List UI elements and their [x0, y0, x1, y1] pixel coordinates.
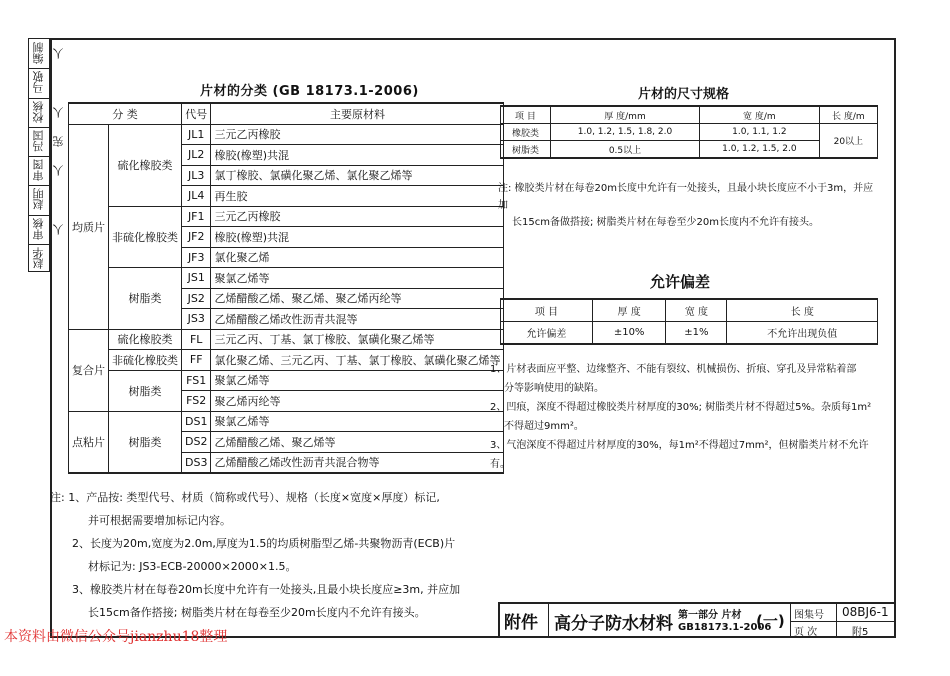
- divider: [29, 156, 49, 157]
- material-cell: 乙烯醋酸乙烯改性沥青共混等: [211, 309, 504, 330]
- material-cell: 三元乙丙、丁基、氯丁橡胶、氯磺化聚乙烯等: [211, 329, 504, 350]
- header-row: [69, 103, 504, 124]
- material-cell: 三元乙丙橡胶: [211, 206, 504, 227]
- table-row: [501, 322, 878, 345]
- divider: [836, 604, 837, 638]
- part-label: 第一部分 片材: [678, 610, 742, 621]
- main-title: 高分子防水材料: [554, 614, 673, 634]
- material-cell: 三元乙丙橡胶: [211, 124, 504, 145]
- note-line: 长15cm备作搭接; 树脂类片材在每卷至少20m长度内不允许有接头。: [88, 606, 426, 619]
- material-cell: 聚氯乙烯等: [211, 268, 504, 289]
- header-cell: 宽 度: [666, 299, 727, 322]
- classification-notes: [50, 486, 490, 624]
- table-row: [69, 411, 504, 432]
- header-cell: 项 目: [501, 299, 593, 322]
- table-cell: ±10%: [592, 322, 666, 345]
- subgroup-cell: 树脂类: [109, 411, 182, 473]
- code-cell: JL1: [182, 124, 211, 145]
- note-line: 分等影响使用的缺陷。: [504, 383, 604, 394]
- code-cell: DS1: [182, 411, 211, 432]
- note-line: 注: 橡胶类片材在每卷20m长度中允许有一处接头，且最小块长度应不小于3m，并应加: [498, 183, 874, 211]
- header-cell: 厚 度: [592, 299, 666, 322]
- subgroup-cell: 树脂类: [109, 268, 182, 330]
- page-label: 页 次: [794, 627, 818, 638]
- note-line: 不得超过9mm²。: [504, 421, 584, 432]
- material-cell: 聚乙烯丙纶等: [211, 391, 504, 412]
- divider: [29, 185, 49, 186]
- divider: [29, 244, 49, 245]
- material-cell: 乙烯醋酸乙烯、聚乙烯、聚乙烯丙纶等: [211, 288, 504, 309]
- group-cell: 点粘片: [69, 411, 109, 473]
- material-cell: 乙烯醋酸乙烯、聚乙烯等: [211, 432, 504, 453]
- size-spec-title: 片材的尺寸规格: [638, 87, 730, 102]
- code-cell: JS2: [182, 288, 211, 309]
- note-line: 1、片材表面应平整、边缘整齐、不能有裂纹、机械损伤、折痕、穿孔及异常粘着部: [490, 364, 857, 375]
- divider: [548, 604, 549, 638]
- tolerance-table: [500, 298, 878, 345]
- subgroup-cell: 硫化橡胶类: [109, 124, 182, 206]
- title-block: [498, 602, 896, 638]
- table-cell: 20以上: [819, 124, 877, 159]
- strip-label: 审图人: [32, 159, 65, 182]
- material-cell: 聚氯乙烯等: [211, 370, 504, 391]
- atlas-value: 08BJ6-1: [842, 605, 889, 619]
- table-cell: 树脂类: [501, 141, 551, 159]
- code-cell: FS2: [182, 391, 211, 412]
- table-row: [69, 350, 504, 371]
- note-line: 并可根据需要增加标记内容。: [88, 514, 231, 527]
- material-cell: 橡胶(橡塑)共混: [211, 227, 504, 248]
- table-row: [69, 206, 504, 227]
- group-cell: 均质片: [69, 124, 109, 329]
- divider: [29, 127, 49, 128]
- material-cell: 氯化聚乙烯: [211, 247, 504, 268]
- strip-label: 马敬: [32, 71, 45, 94]
- size-spec-note: [498, 180, 883, 231]
- classification-table: [68, 102, 504, 474]
- atlas-label: 图集号: [794, 610, 824, 621]
- divider: [29, 215, 49, 216]
- appendix-label: 附件: [504, 613, 538, 633]
- signature-strip: [28, 38, 65, 272]
- header-cell: 厚 度/mm: [550, 106, 699, 124]
- code-cell: JL4: [182, 186, 211, 207]
- note-line: 长15cm备做搭接; 树脂类片材在每卷至少20m长度内不允许有接头。: [512, 217, 819, 228]
- note-line: 材标记为: JS3-ECB-20000×2000×1.5。: [88, 560, 297, 573]
- code-cell: FF: [182, 350, 211, 371]
- strip-label: 赵华: [32, 247, 45, 270]
- code-cell: JF3: [182, 247, 211, 268]
- code-cell: FL: [182, 329, 211, 350]
- note-line: 3、气泡深度不得超过片材厚度的30%，每1m²不得超过7mm²，但树脂类片材不允许有。: [490, 440, 869, 470]
- header-cell: 分 类: [69, 103, 182, 124]
- code-cell: DS3: [182, 452, 211, 473]
- header-cell: 项 目: [501, 106, 551, 124]
- code-cell: JL2: [182, 145, 211, 166]
- table-cell: 0.5以上: [550, 141, 699, 159]
- table-row: [69, 370, 504, 391]
- table-cell: 允许偏差: [501, 322, 593, 345]
- divider: [29, 68, 49, 69]
- subgroup-cell: 树脂类: [109, 370, 182, 411]
- header-cell: 代号: [182, 103, 211, 124]
- table-cell: 橡胶类: [501, 124, 551, 141]
- watermark: 本资料由微信公众号jianzhu18整理: [4, 629, 228, 645]
- table-cell: 不允许出现负值: [727, 322, 878, 345]
- strip-label: 编制人: [32, 42, 65, 65]
- material-cell: 橡胶(橡塑)共混: [211, 145, 504, 166]
- header-cell: 长 度/m: [819, 106, 877, 124]
- group-cell: 复合片: [69, 329, 109, 411]
- tolerance-title: 允许偏差: [650, 273, 711, 291]
- tolerance-notes: [490, 360, 885, 474]
- strip-label: 审核人: [32, 218, 65, 241]
- table-row: [69, 329, 504, 350]
- table-row: [501, 124, 878, 141]
- strip-label: 赵明: [32, 188, 45, 211]
- table-cell: 1.0, 1.2, 1.5, 2.0: [700, 141, 820, 159]
- table-row: [69, 124, 504, 145]
- material-cell: 乙烯醋酸乙烯改性沥青共混合物等: [211, 452, 504, 473]
- material-cell: 再生胶: [211, 186, 504, 207]
- code-cell: JF2: [182, 227, 211, 248]
- code-cell: JS1: [182, 268, 211, 289]
- table-cell: 1.0, 1.1, 1.2: [700, 124, 820, 141]
- material-cell: 聚氯乙烯等: [211, 411, 504, 432]
- classification-title: 片材的分类 (GB 18173.1-2006): [200, 84, 419, 99]
- size-spec-table: [500, 105, 878, 159]
- subgroup-cell: 非硫化橡胶类: [109, 206, 182, 268]
- note-line: 注: 1、产品按: 类型代号、材质（简称或代号）、规格（长度×宽度×厚度）标记,: [50, 491, 440, 504]
- material-cell: 氯化聚乙烯、三元乙丙、丁基、氯丁橡胶、氯磺化聚乙烯等: [211, 350, 504, 371]
- divider: [790, 621, 896, 622]
- part-number: (一): [756, 612, 785, 630]
- standard-label: GB18173.1-2006: [678, 622, 772, 633]
- header-cell: 宽 度/m: [700, 106, 820, 124]
- code-cell: DS2: [182, 432, 211, 453]
- code-cell: JS3: [182, 309, 211, 330]
- divider: [29, 98, 49, 99]
- subgroup-cell: 非硫化橡胶类: [109, 350, 182, 371]
- table-row: [69, 268, 504, 289]
- strip-label: 校核人: [32, 101, 65, 124]
- header-row: [501, 299, 878, 322]
- note-line: 2、长度为20m,宽度为2.0m,厚度为1.5的均质树脂型乙烯-共聚物沥青(ECB)片: [72, 537, 456, 550]
- header-cell: 长 度: [727, 299, 878, 322]
- strip-label: 冯国宪: [32, 130, 65, 153]
- note-line: 2、凹痕，深度不得超过橡胶类片材厚度的30%; 树脂类片材不得超过5%。杂质每1m²: [490, 402, 872, 413]
- header-row: [501, 106, 878, 124]
- page-value: 附5: [852, 627, 869, 638]
- material-cell: 氯丁橡胶、氯磺化聚乙烯、氯化聚乙烯等: [211, 165, 504, 186]
- table-cell: 1.0, 1.2, 1.5, 1.8, 2.0: [550, 124, 699, 141]
- code-cell: FS1: [182, 370, 211, 391]
- note-line: 3、橡胶类片材在每卷20m长度中允许有一处接头,且最小块长度应≥3m, 并应加: [72, 583, 461, 596]
- header-cell: 主要原材料: [211, 103, 504, 124]
- code-cell: JF1: [182, 206, 211, 227]
- subgroup-cell: 硫化橡胶类: [109, 329, 182, 350]
- code-cell: JL3: [182, 165, 211, 186]
- table-cell: ±1%: [666, 322, 727, 345]
